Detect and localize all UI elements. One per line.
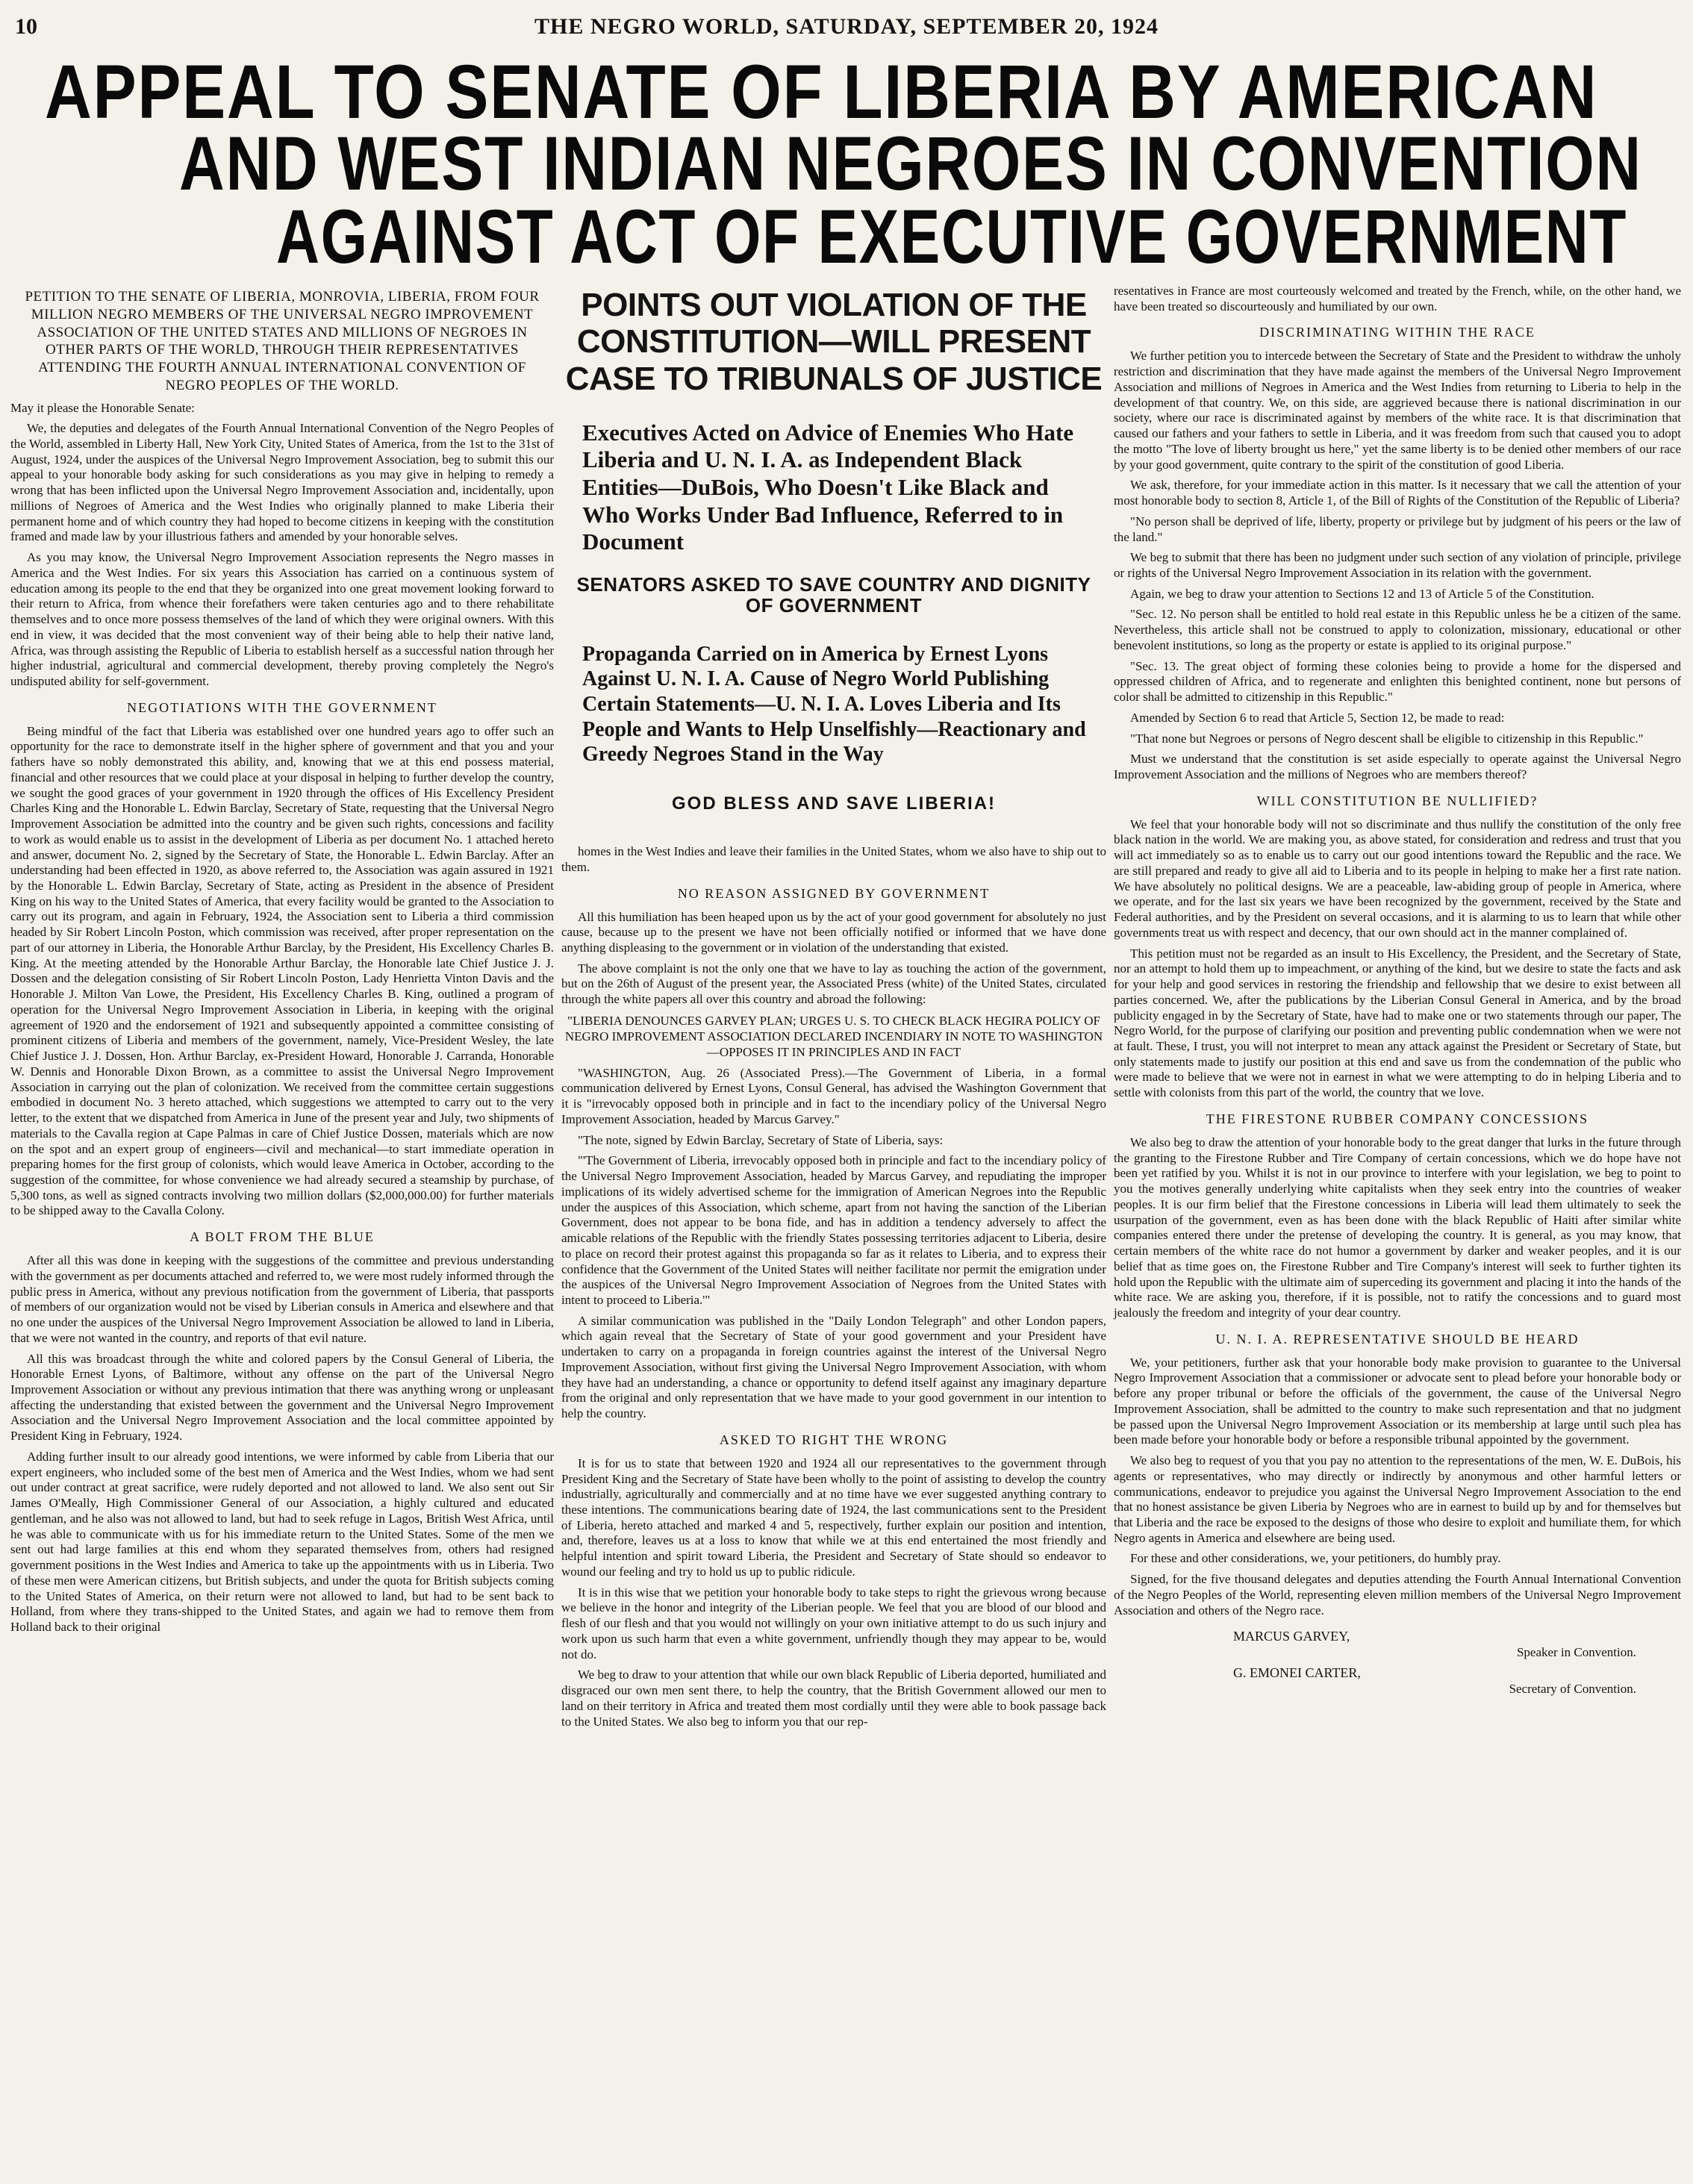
headline-line-2: AND WEST INDIAN NEGROES IN CONVENTION [179, 121, 1642, 206]
paragraph: We, your petitioners, further ask that your honorable body make provision to guarantee to the Universal Negro Improvement Association that a commissioner or advocate sent to plead before your honorable body or before any proper tribunal or before the officials of the government, the cause of the Universal Negro Improvement Association, shall be admitted to the country to make such representation and that no judgment be passed upon the Universal Negro Improvement Association or its membership at large until such plea has been made before your honorable body or before a responsible tribunal appointed by the government. [1114, 1355, 1681, 1447]
quoted-section: Amended by Section 6 to read that Article 5, Section 12, be made to read: [1130, 710, 1505, 725]
paragraph: We, the deputies and delegates of the Fourth Annual International Convention of the Negro Peoples of the World, assembled in Liberty Hall, New York City, United States of America, from the 1st to the 31st of August, 1924, under the auspices of the Universal Negro Improvement Association, beg to submit this our appeal to your honorable body asking for such considerations as you may give in helping to remedy a wrong that has been inflicted upon the Universal Negro Improvement Association and, incidentally, upon millions of Negroes of America and the West Indies who originally planned to make Liberia their permanent home and of which country they had hoped to become citizens in keeping with the constitution framed and made law by your illustrious fathers and amended by your honorable selves. [10, 421, 554, 544]
paragraph: We feel that your honorable body will not so discriminate and thus nullify the constitution of the only free black nation in the world. We are making you, as above stated, for consideration and redress and trust that you will act immediately so as to enable us to carry out our good intentions toward the Republic and the race. We are still prepared and ready to give all aid to Liberia and to its people in helping to make her a first rate nation. We have absolutely no political designs. We are a peaceable, law-abiding group of people in America, where we operate, and for the last six years we have been recognized by the government, received by the State and Federal authorities, and by the President on several occasions, and it is alarming to us to learn that while other governments treat us with respect and decency, that our own should act in the manner complained of. [1114, 817, 1681, 940]
section-heading-negotiations: NEGOTIATIONS WITH THE GOVERNMENT [127, 699, 437, 715]
paragraph: Signed, for the five thousand delegates and deputies attending the Fourth Annual International Convention of the Negro Peoples of the World, representing eleven million members of the Universal Negro Improvement Association and others of the Negro race. [1114, 1572, 1681, 1617]
headline-line-1: APPEAL TO SENATE OF LIBERIA BY AMERICAN [45, 49, 1598, 134]
section-heading-bolt: A BOLT FROM THE BLUE [190, 1229, 375, 1245]
paragraph: It is in this wise that we petition your honorable body to take steps to right the grievous wrong because we believe in the honor and integrity of the Liberian people. We feel that you are blood of our blood and flesh of our flesh and that you would not willingly on your own initiative attempt to do us such injury and work upon us such harm that even a white government, unfriendly though they may appear to be, would not do. [561, 1585, 1106, 1662]
quoted-section: "No person shall be deprived of life, liberty, property or privilege but by judgment of his peers or the law of the land." [1114, 514, 1681, 544]
paragraph: A similar communication was published in the "Daily London Telegraph" and other London papers, which again reveal that the Secretary of State of your good government and your President have undertaken to carry on a propaganda in foreign countries against the interest of the Universal Negro Improvement Association, without first giving the Universal Negro Improvement Association, with whom they have had an understanding, a chance or opportunity to defend itself against any imaginary departure from the original and only representation that we have made to your good government in our intention to help the country. [561, 1313, 1106, 1421]
deck-headline-4: Propaganda Carried on in America by Ernest Lyons Against U. N. I. A. Cause of Negro World Publishing Certain Statements—U. N. I. A. Loves Liberia and Its People and Wants to Help Unselfishly—Reactionary and Greedy Negroes Stand in the Way [582, 642, 1086, 767]
salutation: May it please the Honorable Senate: [10, 400, 195, 415]
masthead [15, 10, 1678, 43]
section-heading-discriminating: DISCRIMINATING WITHIN THE RACE [1259, 325, 1535, 340]
paragraph: We also beg to draw the attention of your honorable body to the great danger that lurks in the future through the granting to the Firestone Rubber and Tire Company of certain concessions, which we do hope have not been yet ratified by you. Whilst it is not in our province to interfere with your legislation, we beg to point to you the motives generally underlying white capitalists when they seek entry into the countries of weaker peoples. It is our firm belief that the Firestone concessions in Liberia will lead them ultimately to seek the usurpation of the government, even as has been done with the black Republic of Haiti after similar white companies entered there under the pretense of developing the country. It is general, as you may know, that certain members of the white race do not humor a government by darker and weaker peoples, and it is our belief that as time goes on, the Firestone Rubber and Tire Company's interest will seek to further tighten its hold upon the Republic with the ultimate aim of superceding its government and placing it into the hands of the white race. We are asking you, therefore, if it is possible, not to ratify the concessions and to guard most jealously the freedom and integrity of your dear country. [1114, 1135, 1681, 1320]
paragraph: homes in the West Indies and leave their families in the United States, whom we also have to ship out to them. [561, 844, 1106, 874]
main-headline [30, 49, 1663, 279]
column-3 [1114, 284, 1681, 1697]
page-number: 10 [15, 14, 37, 39]
signatures [1114, 1629, 1681, 1697]
paragraph: We beg to submit that there has been no judgment under such section of any violation of principle, privilege or rights of the Universal Negro Improvement Association in its relation with the government. [1114, 550, 1681, 580]
headline-line-3: AGAINST ACT OF EXECUTIVE GOVERNMENT [276, 194, 1628, 279]
paragraph: resentatives in France are most courteously welcomed and treated by the French, while, on the other hand, we have been treated so discourteously and humiliated by our own. [1114, 284, 1681, 313]
ap-headline: "LIBERIA DENOUNCES GARVEY PLAN; URGES U. S. TO CHECK BLACK HEGIRA POLICY OF NEGRO IMPROVEMENT ASSOCIATION DECLARED INCENDIARY IN NOTE TO WASHINGTON—OPPOSES IT IN PRINCIPLES AND IN FACT [564, 1013, 1103, 1060]
deck-headline-3: SENATORS ASKED TO SAVE COUNTRY AND DIGNITY OF GOVERNMENT [576, 572, 1091, 617]
petition-heading: PETITION TO THE SENATE OF LIBERIA, MONROVIA, LIBERIA, FROM FOUR MILLION NEGRO MEMBERS OF THE UNIVERSAL NEGRO IMPROVEMENT ASSOCIATION OF THE UNITED STATES AND MILLIONS OF NEGROES IN OTHER PARTS OF THE WORLD, THROUGH THEIR REPRESENTATIVES ATTENDING THE FOURTH ANNUAL INTERNATIONAL CONVENTION OF NEGRO PEOPLES OF THE WORLD. [25, 289, 540, 393]
paragraph: Again, we beg to draw your attention to Sections 12 and 13 of Article 5 of the Constitution. [1130, 586, 1594, 601]
paragraph: Adding further insult to our already good intentions, we were informed by cable from Liberia that our expert engineers, who included some of the best men of America and the West Indies, whom we had sent out under contract at great sacrifice, were rudely deported and not allowed to land. We also sent out Sir James O'Meally, High Commissioner General of our Association, a highly cultured and educated gentleman, and he also was not allowed to land, but had to seek refuge in Lagos, British West Africa, until he was able to communicate with us for his immediate return to the United States. Some of the men we sent out had large families at this end whom they separated themselves from, others had resigned government positions in the West Indies and America to take up the appointments with us in Liberia. Two of these men were American citizens, but British subjects, and under the quota for British subjects coming to the United States of America, on their return were not allowed to land, but had to be sent back to Holland, from where they trans-shipped to the United States, and again we had to remove them from Holland back to their original [10, 1449, 554, 1635]
paragraph: The above complaint is not the only one that we have to lay as touching the action of the government, but on the 26th of August of the present year, the Associated Press (white) of the United States, circulated through the white papers all over this country and abroad the following: [561, 961, 1106, 1007]
section-heading-unia: U. N. I. A. REPRESENTATIVE SHOULD BE HEARD [1215, 1331, 1580, 1347]
section-heading-nullified: WILL CONSTITUTION BE NULLIFIED? [1256, 793, 1538, 808]
section-heading-reason: NO REASON ASSIGNED BY GOVERNMENT [677, 885, 991, 901]
column-1 [10, 284, 554, 1641]
paragraph: For these and other considerations, we, your petitioners, do humbly pray. [1130, 1551, 1501, 1566]
paragraph: Must we understand that the constitution is set aside especially to operate against the Universal Negro Improvement Association and the millions of Negroes who are members thereof? [1114, 752, 1681, 782]
quoted-section: "Sec. 12. No person shall be entitled to hold real estate in this Republic unless he be a citizen of the same. Nevertheless, this article shall not be construed to apply to colonization, missionary, educational or other benevolent institutions, so long as the property or estate is applied to its original purpose." [1114, 607, 1681, 652]
signature-carter: G. EMONEI CARTER, [1233, 1665, 1361, 1681]
paragraph: We beg to draw to your attention that while our own black Republic of Liberia deported, humiliated and disgraced our own men sent there, to help the country, that the British Government allowed our men to land on their territory in Africa and treated them most cordially until they were able to book passage back to the United States. We also beg to inform you that our rep- [561, 1667, 1106, 1729]
quoted-section: "That none but Negroes or persons of Negro descent shall be eligible to citizenship in this Republic." [1130, 731, 1644, 746]
deck-headline-2: Executives Acted on Advice of Enemies Who Hate Liberia and U. N. I. A. as Independent Black Entities—DuBois, Who Doesn't Like Black and Who Works Under Bad Influence, Referred to in Document [582, 419, 1074, 555]
paragraph: We ask, therefore, for your immediate action in this matter. Is it necessary that we call the attention of your most honorable body to section 8, Article 1, of the Bill of Rights of the Constitution of the Republic of Liberia? [1114, 478, 1681, 508]
paragraph: All this was broadcast through the white and colored papers by the Consul General of Liberia, the Honorable Ernest Lyons, of Baltimore, without any offense on the part of the Universal Negro Improvement Association or without any previous intimation that there was anything wrong or unpleasant affecting the understanding that existed between the government and the Universal Negro Improvement Association and the Universal Negro Improvement Association and the local committee appointed by President King in February, 1924. [10, 1351, 554, 1444]
quoted-section: "Sec. 13. The great object of forming these colonies being to provide a home for the dispersed and oppressed children of Africa, and to regenerate and enlighten this benighted continent, none but persons of color shall be admitted to citizenship in this Republic." [1114, 658, 1681, 705]
paragraph: Being mindful of the fact that Liberia was established over one hundred years ago to offer such an opportunity for the race to demonstrate itself in the higher sphere of government and that you and your fathers have so nobly demonstrated this ability, and, knowing that we at this end possess material, financial and other resources that we could place at your disposal in helping to further develop the country, we sought the good graces of your government in 1920 through the offices of His Excellency President Charles King and the Honorable L. Edwin Barclay, Secretary of State, requesting that the Universal Negro Improvement Association be admitted into the country and be given such rights, concessions and facility to work as would enable us to assist in the development of Liberia as per document No. 1 attached hereto and answer, document No. 2, signed by the Secretary of State, the Honorable L. Edwin Barclay. After an understanding had been effected in 1920, as above referred to, the Association was again assured in 1921 by the Honorable L. Edwin Barclay, Secretary of State, acting as President in the absence of President King on his way to the United States of America, that every facility would be granted to the Association to carry out its program, and again in February, 1924, the Association sent to Liberia a third commission headed by Sir Robert Lincoln Poston, which commission was received, after proper representation on the part of our attorney in Liberia, the Honorable Arthur Barclay, by the President, His Excellency Charles B. King. At the meeting attended by the Honorable Arthur Barclay, the Honorable late Chief Justice J. J. Dossen and the delegation consisting of Sir Robert Lincoln Poston, Lady Henrietta Vinton Davis and the Honorable J. Milton Van Lowe, the President, His Excellency Charles B. King, outlined a program of operation for the Universal Negro Improvement Association in Liberia, in keeping with the original agreement of 1920 and the endorsement of 1921 and subsequently appointed a committee consisting of prominent citizens of Liberia and members of the government, namely, Vice-President Wesley, the late Chief Justice J. J. Dossen, Hon. Arthur Barclay, ex-President Howard, Honorable J. Carranda, Honorable W. Dennis and Honorable Dixon Brown, as a committee to assist the Universal Negro Improvement Association in carrying out the plan of colonization. We received from the committee certain suggestions embodied in document No. 3 hereto attached, which suggestions we attempted to carry out to the very letter, to the extent that we dispatched from America in June of the present year and July, two shipments of materials to the Cavalla region at Cape Palmas in care of Chief Justice Dossen, materials which are now on the spot and an expert group of engineers—civil and mechanical—to start immediate operation in preparing homes for the first group of colonists, which would leave America in October, according to the suggestion of the committee, for whose convenience we had already secured a steamship by purchase, of 5,300 tons, as well as signed contracts involving two million dollars ($2,000,000.00) for further materials to be shipped away to the Cavalla Colony. [10, 723, 554, 1218]
paragraph: "WASHINGTON, Aug. 26 (Associated Press).—The Government of Liberia, in a formal communication delivered by Ernest Lyons, Consul General, has advised the Washington Government that it is "irrevocably opposed both in principle and in fact to the incendiary policy of the Universal Negro Improvement Association, headed by Marcus Garvey." [561, 1065, 1106, 1126]
paragraph: As you may know, the Universal Negro Improvement Association represents the Negro masses in America and the West Indies. For six years this Association has carried on a continuous system of education among its people to the end that they be organized into one great movement looking forward to their return to Africa, from whence their forefathers were taken centuries ago and to there rehabilitate themselves and to once more possess themselves of the land of which they were original owners. With this end in view, it was decided that the most convenient way of their being able to help their native land, Africa, was through assisting the Republic of Liberia to establish herself as a successful nation through her higher industrial, agricultural and commercial development, thereby proving completely the Negro's undisputed ability for self-government. [10, 550, 554, 688]
section-heading-firestone: THE FIRESTONE RUBBER COMPANY CONCESSIONS [1206, 1111, 1589, 1126]
signature-carter-title: Secretary of Convention. [1509, 1682, 1636, 1697]
paragraph: We also beg to request of you that you pay no attention to the representations of the men, W. E. DuBois, his agents or representatives, who may directly or indirectly by anonymous and other harmful letters or communications, endeavor to prejudice you against the Universal Negro Improvement Association to the end that no honest assistance be given Liberia by Negroes who are in earnest to build up by and for themselves but that Liberia and the race be exposed to the designs of those who desire to exploit and humiliate them, for which Negro agents in America and elsewhere are being used. [1114, 1453, 1681, 1545]
paragraph: It is for us to state that between 1920 and 1924 all our representatives to the government through President King and the Secretary of State have been wholly to the point of assisting to develop the country industrially, agriculturally and commercially and at no time have we ever suggested anything contrary to these intentions. The communications bearing date of 1924, the last communications sent to the President of Liberia, hereto attached and marked 4 and 5, respectively, further explain our position and intention, and, therefore, leaves us at a loss to know that while we at this end entertained the most friendly and helpful intention and spirit toward Liberia, the President and Secretary of State should so endeavor to wound our feeling and try to hold us up to public ridicule. [561, 1456, 1106, 1579]
paragraph: After all this was done in keeping with the suggestions of the committee and previous understanding with the government as per documents attached and referred to, we were most rudely informed through the public press in America, without any previous notification from the government of Liberia, that passports of members of our organization would not be vised by Liberian consuls in America and elsewhere and that no one under the auspices of the Universal Negro Improvement Association be allowed to land in Liberia, that we were not wanted in the country, and reports of that evil nature. [10, 1253, 554, 1345]
masthead-title: THE NEGRO WORLD, SATURDAY, SEPTEMBER 20, 1924 [534, 14, 1159, 39]
signature-garvey: MARCUS GARVEY, [1233, 1629, 1350, 1644]
section-heading-asked: ASKED TO RIGHT THE WRONG [719, 1432, 949, 1447]
deck-headline-1: POINTS OUT VIOLATION OF THE CONSTITUTION—WILL PRESENT CASE TO TRIBUNALS OF JUSTICE [565, 287, 1103, 397]
paragraph: "The note, signed by Edwin Barclay, Secretary of State of Liberia, says: [578, 1132, 944, 1147]
signature-garvey-title: Speaker in Convention. [1516, 1645, 1636, 1660]
quoted-note: "'The Government of Liberia, irrevocably opposed both in principle and fact to the incendiary policy of the Universal Negro Improvement Association, headed by Marcus Garvey, and repudiating the improper implications of its widely advertised scheme for the immigration of American Negroes into the Republic under the auspices of this Association, which scheme, apart from not having the sanction of the Liberian Government, does not appear to be bona fide, and has in addition a tendency adversely to affect the amicable relations of the Republic with the friendly States possessing territories adjacent to Liberia, desire to place on record their protest against this propaganda so far as it relates to Liberia, and to express their confidence that the Government of the United States will neither facilitate nor permit the emigration under the auspices of the Universal Negro Improvement Association of Negroes from the United States with intent to proceed to Liberia.'" [561, 1153, 1106, 1307]
deck-headline-5: GOD BLESS AND SAVE LIBERIA! [671, 793, 997, 814]
paragraph: This petition must not be regarded as an insult to His Excellency, the President, and the Secretary of State, nor an attempt to hold them up to impeachment, or anything of the kind, but we desire to state the facts and ask for your help and good services in restoring the friendship and fellowship that we desire to exist between all parties concerned. We, after the publications by the Liberian Consul General in America, and by the broad publicity engaged in by the Secretary of State, have had to make one or two statements through our paper, The Negro World, for the purpose of clarifying our position and preventing public condemnation when we were not at fault. These, I trust, you will not interpret to mean any attack against the President or Secretary of State, but only statements made to justify our position at this end and save us from the condemnation of the public who were made to believe that we were not in earnest in what we were attempting to do in helping Liberia and to settle with colonists from this part of the world, the country that we love. [1114, 946, 1681, 1100]
paragraph: We further petition you to intercede between the Secretary of State and the President to withdraw the unholy restriction and discrimination that they have made against the members of the Universal Negro Improvement Association and millions of Negroes in America and the West Indies from returning to Liberia to help in the development of that country. We, on this side, are aggrieved because there is national discrimination in our society, where our race is discriminated against by members of the white race. It is that discrimination that caused our fathers and your fathers to settle in Liberia, and it was freedom from such that caused you to adopt the motto "The love of liberty brought us here," yet the same liberty is to be denied other members of our race by your good government, quite contrary to the spirit of the constitution of good Liberia. [1114, 349, 1681, 472]
column-2 [561, 284, 1106, 1735]
paragraph: All this humiliation has been heaped upon us by the act of your good government for absolutely no just cause, because up to the present we have not been officially notified or informed that we have done anything displeasing to the government or in violation of the understanding that existed. [561, 909, 1106, 955]
